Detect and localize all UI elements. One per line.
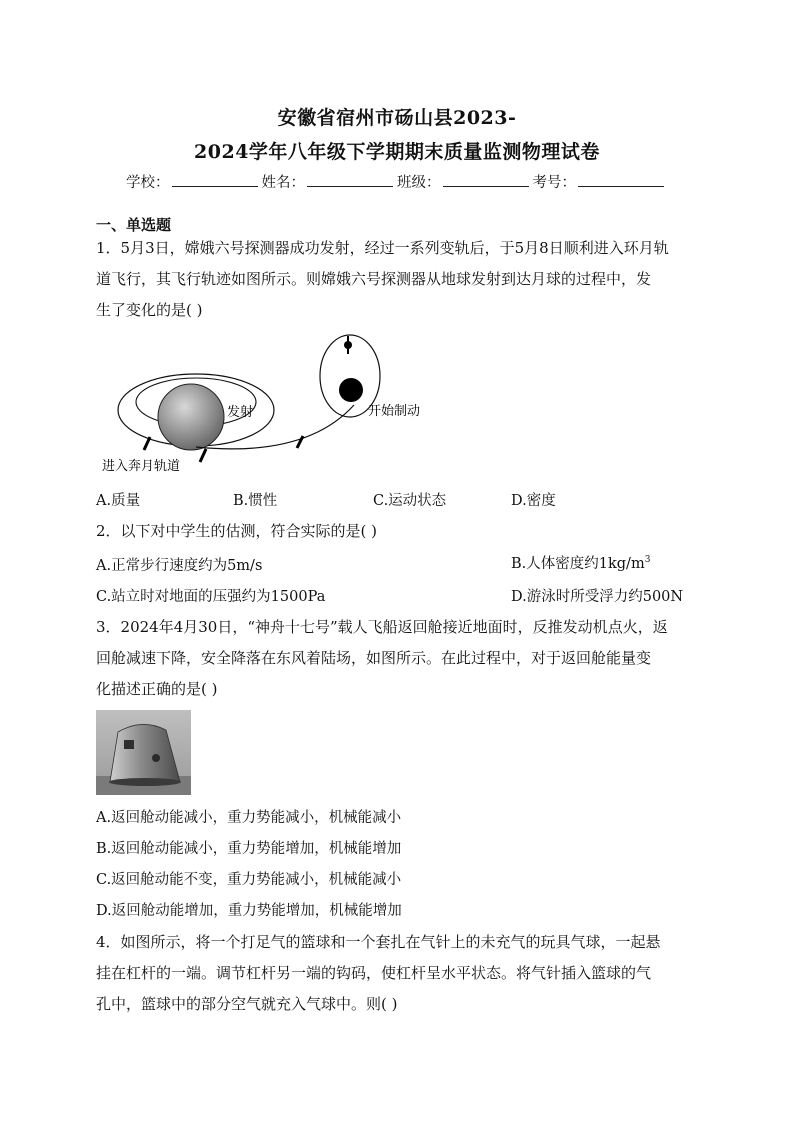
- exam-title-line2: 2024学年八年级下学期期末质量监测物理试卷: [194, 141, 600, 163]
- exam-title-line1: 安徽省宿州市砀山县2023-: [277, 107, 517, 129]
- return-capsule-photo: [96, 710, 191, 795]
- section-heading: 一、单选题: [96, 216, 172, 234]
- school-label: 学校：: [126, 175, 170, 191]
- q4-stem-line1: 4．如图所示，将一个打足气的篮球和一个套扎在气针上的未充气的玩具气球，一起悬: [96, 933, 661, 951]
- q2-stem: 2．以下对中学生的估测，符合实际的是( ): [96, 522, 378, 540]
- name-blank[interactable]: [307, 172, 393, 187]
- school-blank[interactable]: [172, 172, 258, 187]
- exam-number-blank[interactable]: [578, 172, 664, 187]
- q3-option-c[interactable]: C.返回舱动能不变，重力势能减小，机械能减小: [96, 872, 402, 888]
- q1-option-c[interactable]: C.运动状态: [373, 493, 447, 509]
- q1-option-b[interactable]: B.惯性: [233, 493, 278, 509]
- q1-stem-line2: 道飞行，其飞行轨迹如图所示。则嫦娥六号探测器从地球发射到达月球的过程中，发: [96, 270, 652, 288]
- student-info-row: [126, 171, 668, 192]
- moon-icon: [339, 378, 363, 402]
- probe-icon: [344, 341, 352, 349]
- q3-option-b[interactable]: B.返回舱动能减小，重力势能增加，机械能增加: [96, 841, 402, 857]
- probe-marker-2: [200, 449, 206, 462]
- q3-option-a[interactable]: A.返回舱动能减小，重力势能减小，机械能减小: [96, 810, 402, 826]
- probe-marker-3: [297, 436, 303, 448]
- q3-stem-line2: 回舱减速下降，安全降落在东风着陆场，如图所示。在此过程中，对于返回舱能量变: [96, 649, 652, 667]
- earth-icon: [158, 384, 224, 450]
- label-brake: 开始制动: [368, 404, 421, 419]
- q3-stem-line3: 化描述正确的是( ): [96, 680, 218, 698]
- q2-option-a[interactable]: A.正常步行速度约为5m/s: [96, 558, 263, 574]
- q2-option-b[interactable]: [511, 552, 650, 573]
- q1-option-d[interactable]: D.密度: [511, 493, 556, 509]
- q2-option-b-text: B.人体密度约1kg/m: [511, 556, 645, 572]
- probe-marker-1: [144, 437, 150, 450]
- class-blank[interactable]: [443, 172, 529, 187]
- name-label: 姓名：: [261, 175, 305, 191]
- exam-number-label: 考号：: [532, 175, 576, 191]
- q1-stem-line1: 1．5月3日，嫦娥六号探测器成功发射，经过一系列变轨后，于5月8日顺利进入环月轨: [96, 239, 669, 257]
- q3-option-d[interactable]: D.返回舱动能增加，重力势能增加，机械能增加: [96, 903, 402, 919]
- q2-option-d[interactable]: D.游泳时所受浮力约500N: [511, 589, 684, 605]
- q2-option-b-superscript: 3: [644, 555, 651, 566]
- q2-option-c[interactable]: C.站立时对地面的压强约为1500Pa: [96, 589, 326, 605]
- orbit-diagram: [96, 330, 436, 480]
- q3-stem-line1: 3．2024年4月30日，“神舟十七号”载人飞船返回舱接近地面时，反推发动机点火，返: [96, 618, 668, 636]
- q1-option-a[interactable]: A.质量: [96, 493, 141, 509]
- label-transfer: 进入奔月轨道: [102, 459, 181, 474]
- q4-stem-line3: 孔中，篮球中的部分空气就充入气球中。则( ): [96, 995, 398, 1013]
- q1-stem-line3: 生了变化的是( ): [96, 301, 203, 319]
- class-label: 班级：: [397, 175, 441, 191]
- label-launch: 发射: [227, 405, 254, 420]
- q4-stem-line2: 挂在杠杆的一端。调节杠杆另一端的钩码，使杠杆呈水平状态。将气针插入篮球的气: [96, 964, 652, 982]
